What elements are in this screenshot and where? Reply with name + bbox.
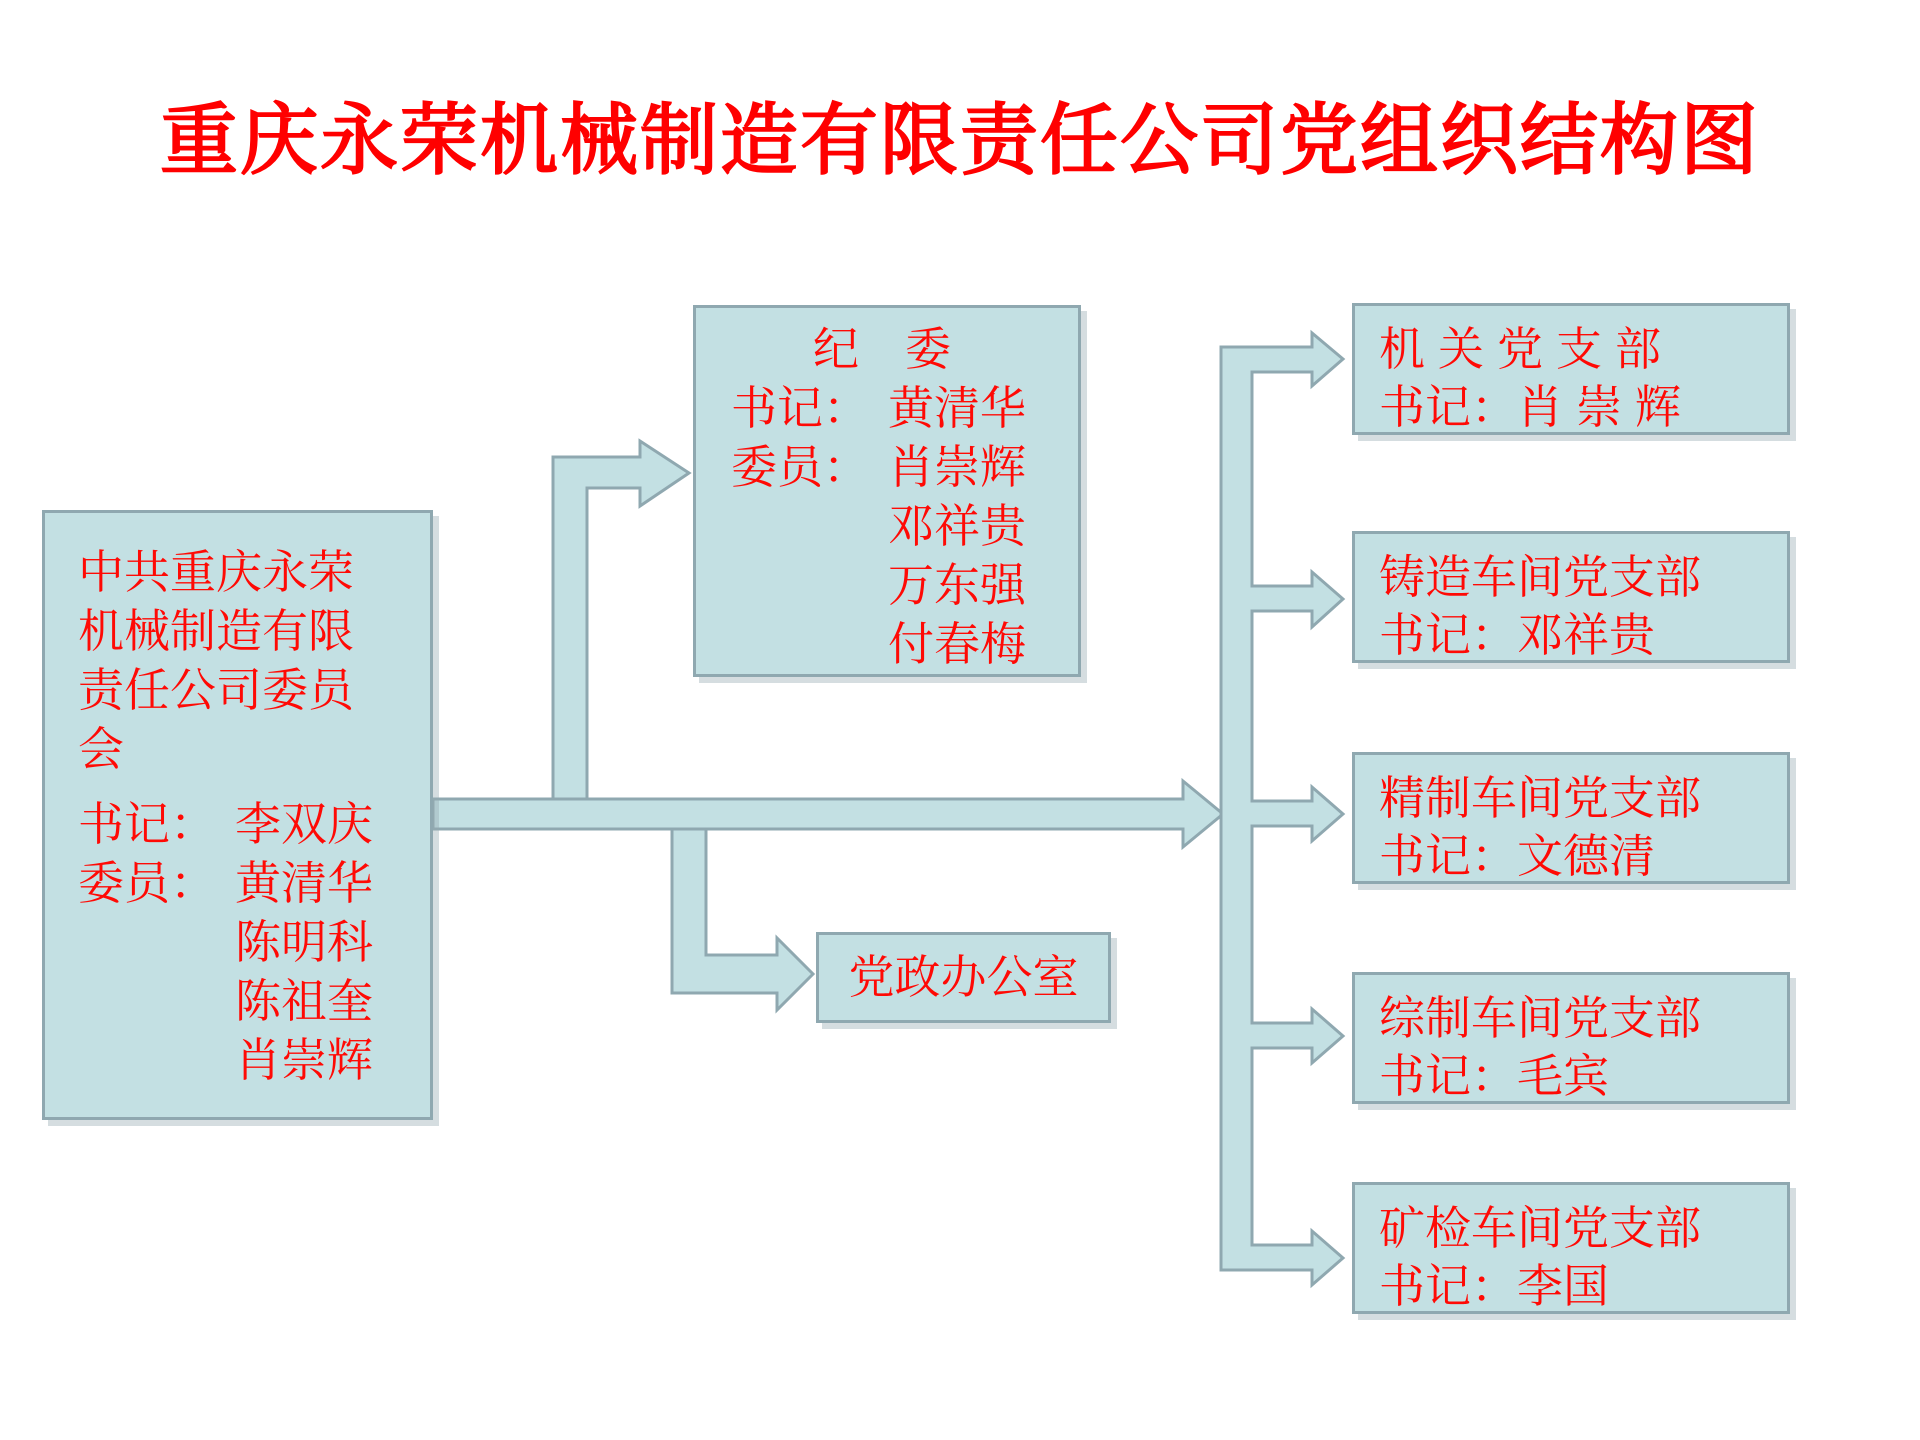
- secretary-name: 李双庆: [235, 798, 373, 850]
- branch-secretary-line: [1379, 378, 1777, 436]
- discipline-title: 纪 委: [813, 323, 951, 375]
- branch-box-jingzhi: [1352, 752, 1790, 884]
- secretary-label: 书记：: [78, 798, 216, 850]
- members-label: 委员：: [731, 441, 869, 493]
- branch-secretary-line: [1379, 1257, 1777, 1315]
- branch-name: 综制车间党支部: [1379, 992, 1701, 1044]
- branch-secretary-line: [1379, 1047, 1777, 1105]
- branch-box-zongzhi: [1352, 972, 1790, 1104]
- secretary-label: 书记：: [1379, 609, 1517, 661]
- secretary-name: 肖崇辉: [1517, 381, 1694, 433]
- secretary-name: 毛宾: [1517, 1050, 1609, 1102]
- branch-box-jiguan: [1352, 303, 1790, 435]
- committee-name-line: 中共重庆永荣: [78, 546, 354, 598]
- arrow-to-discipline-committee: [553, 441, 689, 812]
- member-name: 付春梅: [888, 618, 1026, 670]
- member-name: 陈明科: [235, 916, 373, 968]
- arrow-branch-distributor: [1221, 333, 1343, 1285]
- office-name: 党政办公室: [848, 951, 1079, 1003]
- secretary-label: 书记：: [1379, 1260, 1517, 1312]
- party-office-box: [816, 932, 1111, 1023]
- branch-name: 精制车间党支部: [1379, 772, 1701, 824]
- member-name: 邓祥贵: [888, 500, 1026, 552]
- secretary-name: 邓祥贵: [1517, 609, 1655, 661]
- secretary-label: 书记：: [1379, 1050, 1517, 1102]
- committee-name-line: 机械制造有限: [78, 605, 354, 657]
- committee-name-line: 会: [78, 723, 124, 775]
- branch-secretary-line: [1379, 606, 1777, 664]
- branch-name: 铸造车间党支部: [1379, 551, 1701, 603]
- page-title: 重庆永荣机械制造有限责任公司党组织结构图: [159, 96, 1760, 184]
- discipline-secretary-line: [731, 379, 1068, 438]
- branch-box-zhuzao: [1352, 531, 1790, 663]
- member-name: 万东强: [888, 559, 1026, 611]
- secretary-name: 黄清华: [888, 382, 1026, 434]
- committee-secretary-line: [78, 795, 420, 854]
- committee-member-line: [78, 854, 420, 913]
- discipline-member-line: [731, 438, 1068, 497]
- secretary-label: 书记：: [1379, 381, 1517, 433]
- member-name: 黄清华: [235, 857, 373, 909]
- members-label: 委员：: [78, 857, 216, 909]
- secretary-label: 书记：: [1379, 830, 1517, 882]
- member-name: 肖崇辉: [235, 1034, 373, 1086]
- member-name: 肖崇辉: [888, 441, 1026, 493]
- branch-secretary-line: [1379, 827, 1777, 885]
- secretary-name: 文德清: [1517, 830, 1655, 882]
- secretary-name: 李国: [1517, 1260, 1609, 1312]
- discipline-committee-box: [693, 305, 1081, 677]
- committee-box: [42, 510, 433, 1120]
- arrow-to-office: [672, 816, 813, 1010]
- branch-name: 机关党支部: [1379, 323, 1674, 375]
- branch-name: 矿检车间党支部: [1379, 1202, 1701, 1254]
- branch-box-kuangjian: [1352, 1182, 1790, 1314]
- secretary-label: 书记：: [731, 382, 869, 434]
- member-name: 陈祖奎: [235, 975, 373, 1027]
- committee-name-line: 责任公司委员: [78, 664, 354, 716]
